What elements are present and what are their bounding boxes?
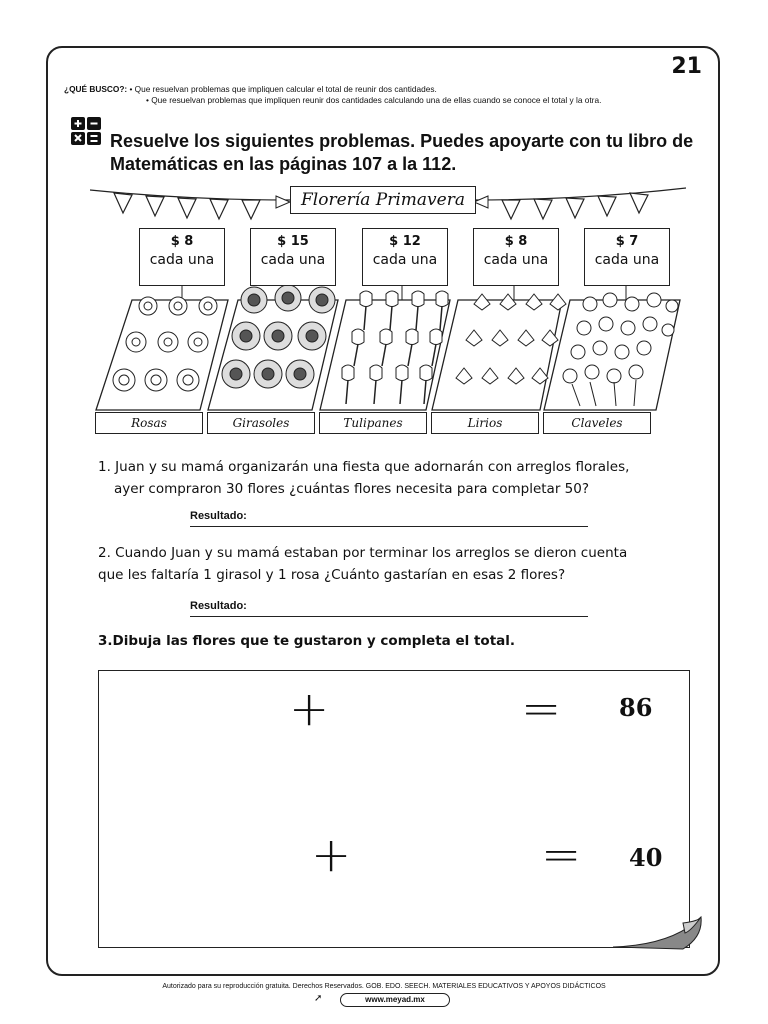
price-unit: cada una: [260, 252, 326, 268]
plus-sign-1: +: [289, 681, 330, 737]
instruction: Resuelve los siguientes problemas. Puedes apoyarte con tu libro de Matemáticas en las páginas 107 a la 112.: [110, 131, 694, 174]
calculator-icon: [70, 116, 102, 146]
question-2: [98, 542, 698, 586]
price-tag-tulips: [362, 228, 448, 286]
price-tag-lilies: [473, 228, 559, 286]
footer-text: Autorizado para su reproducción gratuita. Derechos Reservados. GOB. EDO. SEECH. MATERIALES EDUCATIVOS Y APOYOS DIDÁCTICOS: [162, 983, 606, 990]
price-tag-carnations: [584, 228, 670, 286]
question-3: 3.Dibuja las flores que te gustaron y completa el total.: [98, 633, 516, 649]
goal-label: ¿QUÉ BUSCO?:: [64, 84, 128, 94]
price-unit: cada una: [594, 252, 660, 268]
price-unit: cada una: [372, 252, 438, 268]
question-2-line-1: 2. Cuando Juan y su mamá estaban por terminar los arreglos se dieron cuenta: [98, 545, 628, 561]
equals-sign-1: =: [521, 681, 562, 737]
result-line-1[interactable]: Resultado:: [190, 510, 588, 527]
result-line-2[interactable]: Resultado:: [190, 600, 588, 617]
plus-sign-2: +: [311, 827, 352, 883]
flower-label-lilies: Lirios: [431, 412, 539, 434]
flower-label-sunflowers: Girasoles: [207, 412, 315, 434]
total-1: 86: [619, 693, 653, 722]
question-1-line-2: ayer compraron 30 flores ¿cuántas flores necesita para completar 50?: [114, 481, 590, 497]
goal-line-1: • Que resuelvan problemas que impliquen calcular el total de reunir dos cantidades.: [129, 84, 437, 94]
goal-line-2: • Que resuelvan problemas que impliquen reunir dos cantidades calculando una de ellas cuando se conoce el total y la otra.: [146, 95, 602, 105]
question-1: [98, 456, 698, 500]
drawing-area[interactable]: [98, 670, 690, 948]
price-value: $ 8: [170, 234, 194, 249]
flower-label-tulips: Tulipanes: [319, 412, 427, 434]
flower-label-carnations: Claveles: [543, 412, 651, 434]
mouse-icon: ➚: [314, 993, 323, 1004]
price-value: $ 8: [504, 234, 528, 249]
flower-label-roses: Rosas: [95, 412, 203, 434]
price-tag-sunflowers: [250, 228, 336, 286]
question-2-line-2: que les faltaría 1 girasol y 1 rosa ¿Cuánto gastarían en esas 2 flores?: [98, 567, 566, 583]
page-curl-icon: [613, 911, 703, 951]
price-tag-roses: [139, 228, 225, 286]
page-number: 21: [671, 54, 702, 79]
total-2: 40: [629, 843, 663, 872]
price-value: $ 15: [277, 234, 309, 249]
shop-title: Florería Primavera: [290, 186, 476, 214]
website-link[interactable]: www.meyad.mx: [340, 993, 450, 1007]
learning-goal: [64, 84, 601, 106]
price-value: $ 12: [389, 234, 421, 249]
flower-shop-illustration: [90, 182, 686, 442]
price-value: $ 7: [615, 234, 639, 249]
price-unit: cada una: [149, 252, 215, 268]
equals-sign-2: =: [541, 827, 582, 883]
flower-shop-drawing: [90, 182, 686, 442]
question-1-line-1: 1. Juan y su mamá organizarán una fiesta que adornarán con arreglos florales,: [98, 459, 630, 475]
price-unit: cada una: [483, 252, 549, 268]
